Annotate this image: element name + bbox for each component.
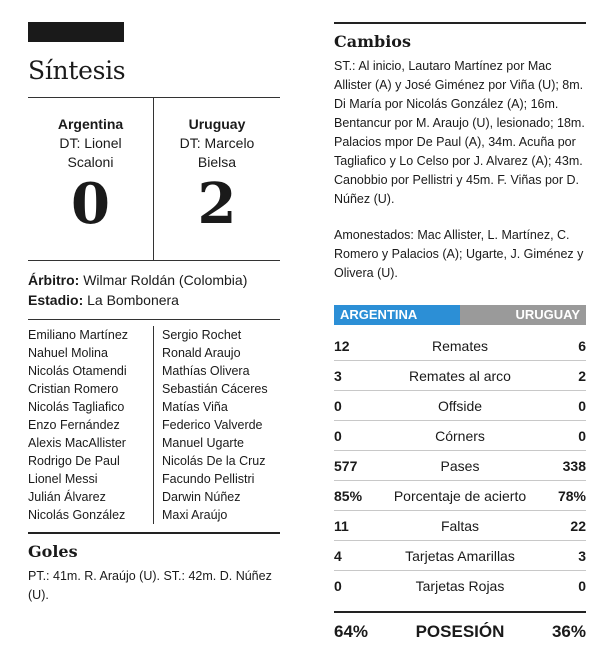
list-item: Sergio Rochet	[162, 328, 242, 342]
list-item: Alexis MacAllister	[28, 436, 126, 450]
stat-home-value: 0	[334, 397, 342, 414]
list-item: Maxi Araújo	[162, 508, 228, 522]
stat-away-value: 0	[578, 397, 586, 414]
changes-text: ST.: Al inicio, Lautaro Martínez por Mac Allister (A) y José Giménez por Viña (U); 8m. Di María por Nicolás González (A); 16m. Bentancur por M. Araujo (U), lesionado; 18m. Palacios mpor De Paul (A), 34m. Acuña por Tagliafico y Lo Celso por J. Alvarez (A); 43m. Canobbio por Pellistri y 45m. F. Viñas por D. Núñez (U).	[334, 59, 585, 206]
stat-label: Tarjetas Amarillas	[405, 547, 515, 564]
list-item: Enzo Fernández	[28, 418, 120, 432]
stat-label: Porcentaje de acierto	[393, 487, 527, 504]
lineups	[28, 320, 280, 532]
possession-home: 64%	[334, 622, 369, 641]
list-item: Rodrigo De Paul	[28, 454, 120, 468]
stat-away-value: 6	[578, 337, 586, 354]
stat-home-value: 0	[334, 578, 342, 594]
stat-home-value: 4	[334, 547, 342, 564]
stat-label: Córners	[435, 427, 485, 444]
section-marker	[28, 22, 124, 42]
table-row	[334, 421, 586, 451]
home-coach: DT: Lionel Scaloni	[59, 135, 122, 170]
list-item: Nicolás González	[28, 508, 126, 522]
list-item: Manuel Ugarte	[162, 436, 244, 450]
list-item: Nahuel Molina	[28, 346, 108, 360]
home-team	[28, 98, 154, 260]
list-item: Matías Viña	[162, 400, 228, 414]
scoreboard	[28, 98, 280, 260]
table-row	[334, 331, 586, 361]
away-team	[154, 98, 280, 260]
stat-away-value: 0	[578, 427, 586, 444]
away-lineup	[154, 326, 280, 524]
table-row	[334, 571, 586, 601]
list-item: Nicolás De la Cruz	[162, 454, 266, 468]
stat-home-value: 3	[334, 367, 342, 384]
home-score: 0	[71, 171, 110, 237]
table-row	[334, 481, 586, 511]
stat-label: Tarjetas Rojas	[415, 578, 505, 594]
stat-home-value: 11	[334, 517, 349, 534]
stadium-name: La Bombonera	[87, 292, 179, 308]
referee-name: Wilmar Roldán (Colombia)	[83, 272, 248, 288]
list-item: Facundo Pellistri	[162, 472, 255, 486]
list-item: Julián Álvarez	[28, 490, 106, 504]
list-item: Lionel Messi	[28, 472, 98, 486]
stats-header-away: URUGUAY	[460, 305, 586, 325]
stat-away-value: 2	[578, 367, 586, 384]
stat-label: Offside	[437, 397, 483, 414]
away-score: 2	[197, 171, 237, 237]
stat-home-value: 577	[334, 457, 358, 474]
divider	[334, 22, 586, 24]
possession-away: 36%	[551, 622, 586, 641]
home-lineup	[28, 326, 154, 524]
list-item: Nicolás Tagliafico	[28, 400, 125, 414]
table-row	[334, 361, 586, 391]
referee-line	[28, 270, 280, 290]
stat-label: Pases	[440, 457, 480, 474]
away-team-name: Uruguay	[188, 116, 246, 132]
stadium-line	[28, 290, 280, 310]
changes-title: Cambios	[334, 32, 411, 51]
referee-label: Árbitro:	[28, 272, 80, 288]
list-item: Emiliano Martínez	[28, 328, 129, 342]
table-row	[334, 451, 586, 481]
details-column	[334, 22, 586, 658]
list-item: Federico Valverde	[162, 418, 263, 432]
possession-row	[334, 611, 586, 647]
table-row	[334, 541, 586, 571]
stat-away-value: 22	[570, 517, 586, 534]
table-row	[334, 391, 586, 421]
stat-away-value: 338	[562, 457, 586, 474]
stat-home-value: 85%	[334, 487, 363, 504]
stadium-label: Estadio:	[28, 292, 84, 308]
stat-label: Remates al arco	[409, 367, 511, 384]
stat-label: Faltas	[440, 517, 480, 534]
cautions-text: Amonestados: Mac Allister, L. Martínez, C. Romero y Palacios (A); Ugarte, J. Giménez y Olivera (U).	[334, 228, 584, 280]
goals-text: PT.: 41m. R. Araújo (U). ST.: 42m. D. Núñez (U).	[28, 569, 272, 602]
stat-label: Remates	[431, 337, 489, 354]
page-title: Síntesis	[28, 56, 126, 85]
list-item: Ronald Araujo	[162, 346, 241, 360]
stats-header	[334, 305, 586, 325]
list-item: Nicolás Otamendi	[28, 364, 127, 378]
goals-title: Goles	[28, 542, 78, 561]
stats-header-home: ARGENTINA	[334, 305, 460, 325]
list-item: Sebastián Cáceres	[162, 382, 268, 396]
list-item: Cristian Romero	[28, 382, 119, 396]
stat-home-value: 12	[334, 337, 350, 354]
stat-away-value: 78%	[557, 487, 586, 504]
stats-table	[334, 331, 586, 601]
stat-away-value: 3	[578, 547, 586, 564]
stat-away-value: 0	[578, 578, 586, 594]
table-row	[334, 511, 586, 541]
possession-label: POSESIÓN	[415, 622, 505, 641]
match-officials	[28, 261, 280, 319]
away-coach: DT: Marcelo Bielsa	[179, 135, 255, 170]
divider	[28, 532, 280, 534]
home-team-name: Argentina	[57, 116, 124, 132]
stat-home-value: 0	[334, 427, 342, 444]
summary-column	[28, 22, 280, 605]
list-item: Mathías Olivera	[162, 364, 250, 378]
list-item: Darwin Núñez	[162, 490, 241, 504]
